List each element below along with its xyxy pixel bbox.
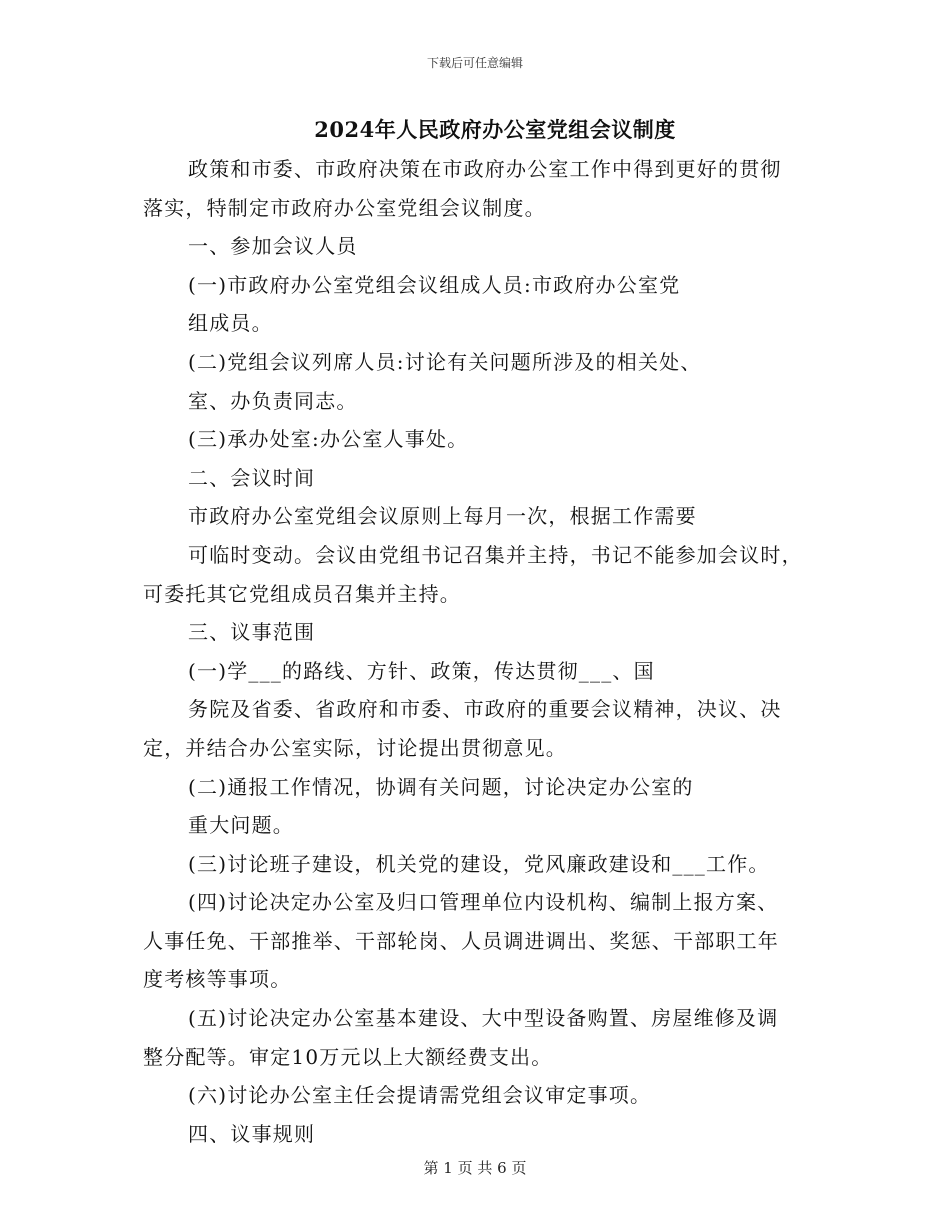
paragraph-line: (二)党组会议列席人员:讨论有关问题所涉及的相关处、 [188,349,702,374]
paragraph-line: (一)学___的路线、方针、政策，传达贯彻___、国 [188,658,655,683]
document-title: 2024年人民政府办公室党组会议制度 [314,117,676,142]
paragraph-line: (一)市政府办公室党组会议组成人员:市政府办公室党 [188,272,681,297]
paragraph-line: 组成员。 [188,311,273,336]
page-number: 第 1 页 共 6 页 [423,1159,527,1177]
paragraph-line: (三)讨论班子建设，机关党的建设，党风廉政建设和___工作。 [188,851,770,876]
paragraph-line: 定，并结合办公室实际，讨论提出贯彻意见。 [143,735,567,760]
paragraph-line: (四)讨论决定办公室及归口管理单位内设机构、编制上报方案、 [188,890,779,915]
paragraph-line: (五)讨论决定办公室基本建设、大中型设备购置、房屋维修及调 [188,1006,779,1031]
paragraph-line: 市政府办公室党组会议原则上每月一次，根据工作需要 [188,504,697,529]
paragraph-line: (二)通报工作情况，协调有关问题，讨论决定办公室的 [188,774,694,799]
header-note: 下载后可任意编辑 [426,56,523,70]
document-body [143,150,811,1153]
paragraph-line: 整分配等。审定10万元以上大额经费支出。 [143,1044,553,1069]
paragraph-line: 可委托其它党组成员召集并主持。 [143,581,461,606]
paragraph-line: (六)讨论办公室主任会提请需党组会议审定事项。 [188,1083,652,1108]
paragraph-line: 一、参加会议人员 [188,234,358,259]
paragraph-line: (三)承办处室:办公室人事处。 [188,427,469,452]
paragraph-line: 落实，特制定市政府办公室党组会议制度。 [143,195,546,220]
paragraph-line: 务院及省委、省政府和市委、市政府的重要会议精神，决议、决 [188,697,782,722]
paragraph-line: 人事任免、干部推举、干部轮岗、人员调进调出、奖惩、干部职工年 [143,928,779,953]
paragraph-line: 可临时变动。会议由党组书记召集并主持，书记不能参加会议时， [188,542,803,567]
paragraph-line: 三、议事范围 [188,620,316,645]
paragraph-line: 度考核等事项。 [143,967,292,992]
paragraph-line: 重大问题。 [188,813,294,838]
paragraph-line: 政策和市委、市政府决策在市政府办公室工作中得到更好的贯彻 [188,157,782,181]
paragraph-line: 四、议事规则 [188,1121,316,1146]
paragraph-line: 室、办负责同志。 [188,388,358,413]
paragraph-line: 二、会议时间 [188,465,316,490]
